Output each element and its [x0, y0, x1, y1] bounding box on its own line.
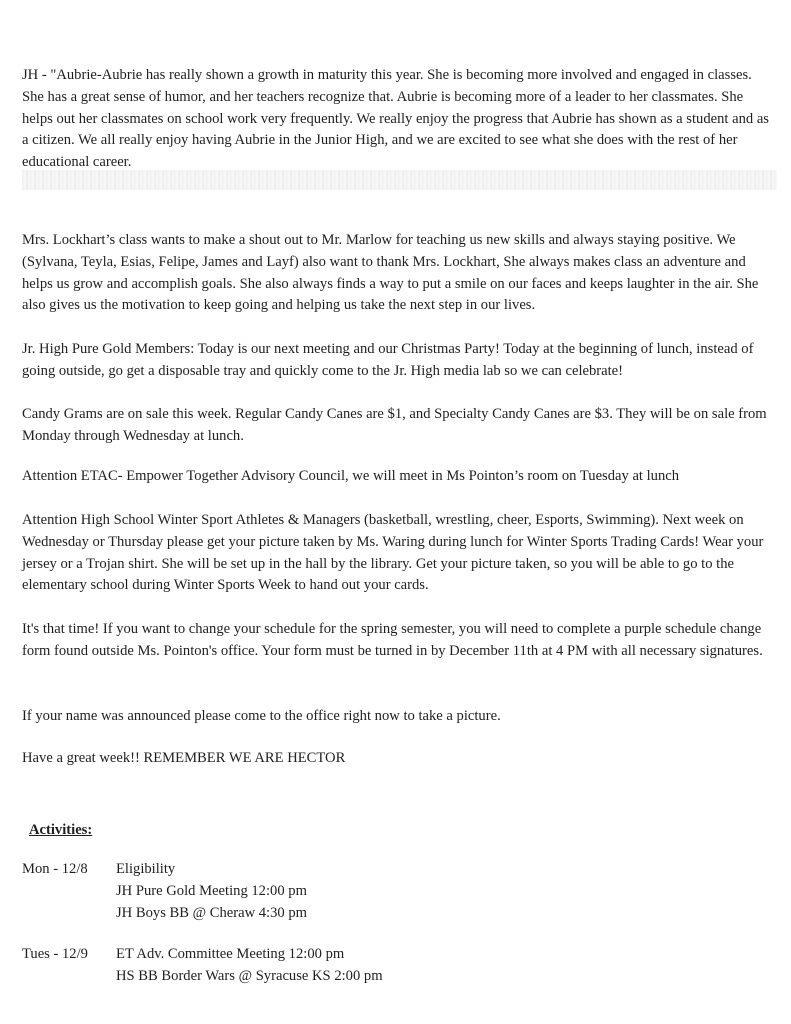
activity-event: JH Pure Gold Meeting 12:00 pm: [116, 882, 307, 899]
activity-event: HS BB Border Wars @ Syracuse KS 2:00 pm: [116, 967, 383, 984]
announcement-picture: If your name was announced please come to the office right now to take a picture.: [22, 708, 501, 724]
activity-event: ET Adv. Committee Meeting 12:00 pm: [116, 946, 345, 962]
activity-event: Eligibility: [116, 861, 176, 877]
activity-day-label: Tues - 12/9: [22, 946, 88, 962]
activity-event-list: [116, 859, 307, 924]
scan-artifact-divider: [22, 170, 777, 190]
activity-event-list: [116, 944, 383, 988]
activity-day-label: Mon - 12/8: [22, 861, 88, 877]
announcement-etac: Attention ETAC- Empower Together Advisory Council, we will meet in Ms Pointon’s room on Tuesday at lunch: [22, 468, 680, 484]
announcement-lockhart-class: Mrs. Lockhart’s class wants to make a shout out to Mr. Marlow for teaching us new skills and always staying positive. We (Sylvana, Teyla, Esias, Felipe, James and Layf) also want to thank Mrs. Lockhart, She always makes class an adventure and helps us grow and accomplish goals. She also always finds a way to put a smile on our faces and keeps laughter in the air. She also gives us the motivation to keep going and helping us take the next step in our lives.: [22, 232, 759, 314]
activities-heading: Activities:: [29, 822, 93, 838]
announcement-schedule-change: It's that time! If you want to change your schedule for the spring semester, you will need to complete a purple schedule change form found outside Ms. Pointon's office. Your form must be turned in by December 11th at 4 PM with all necessary signatures.: [22, 621, 763, 659]
activity-event: JH Boys BB @ Cheraw 4:30 pm: [116, 904, 308, 921]
announcement-pure-gold: Jr. High Pure Gold Members: Today is our next meeting and our Christmas Party! Today at the beginning of lunch, instead of going outside, go get a disposable tray and quickly come to the Jr. High media lab so we can celebrate!: [22, 341, 754, 379]
announcement-aubrie: JH - "Aubrie-Aubrie has really shown a growth in maturity this year. She is becoming more involved and engaged in classes. She has a great sense of humor, and her teachers recognize that. Aubrie is becoming more of a leader to her classmates. She helps out her classmates on school work very frequently. We really enjoy the progress that Aubrie has shown as a student and as a citizen. We all really enjoy having Aubrie in the Junior High, and we are excited to see what she does with the rest of her educational career.: [22, 67, 769, 171]
announcement-candy-grams: Candy Grams are on sale this week. Regular Candy Canes are $1, and Specialty Candy Canes are $3. They will be on sale from Monday through Wednesday at lunch.: [22, 406, 767, 444]
announcement-winter-sports: Attention High School Winter Sport Athletes & Managers (basketball, wrestling, cheer, Esports, Swimming). Next week on Wednesday or Thursday please get your picture taken by Ms. Waring during lunch for Winter Sports Trading Cards! Wear your jersey or a Trojan shirt. She will be set up in the hall by the library. Get your picture taken, so you will be able to go to the elementary school during Winter Sports Week to hand out your cards.: [22, 512, 764, 594]
announcement-closing: Have a great week!! REMEMBER WE ARE HECTOR: [22, 750, 346, 766]
